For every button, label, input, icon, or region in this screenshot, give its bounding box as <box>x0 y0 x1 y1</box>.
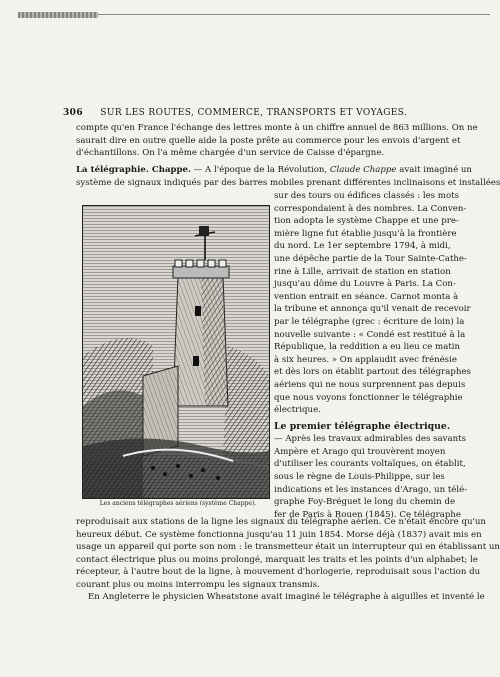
figure-caption: Les anciens télégraphes aériens (système Chappe). <box>99 500 257 507</box>
text-line: mière ligne fut établie jusqu'à la frontière <box>274 228 457 239</box>
running-head <box>63 108 443 118</box>
text-line: d'échantillons. On l'a même chargée d'un service de Caisse d'épargne. <box>76 148 385 158</box>
text-line: usage un appareil qui porte son nom : le transmetteur était un interrupteur qui en établissant un <box>76 542 500 552</box>
scan-top-rule <box>98 14 490 15</box>
bottom-paragraph <box>76 516 500 604</box>
intro-paragraph <box>76 122 478 160</box>
text-line: à six heures. » On applaudit avec frénésie <box>274 354 457 365</box>
text-line: par le télégraphe (grec : écriture de loin) la <box>274 316 465 327</box>
text-line: la tribune et annonça qu'il venait de recevoir <box>274 304 471 315</box>
text-line: sur des tours ou édifices classés : les mots <box>274 191 459 201</box>
text-line: En Angleterre le physicien Wheatstone avait imaginé le télégraphe à aiguilles et inventé le <box>88 592 485 602</box>
right-column <box>274 190 471 521</box>
text-line: indications et les instances d'Arago, un télé- <box>274 484 468 495</box>
text-line: récepteur, à l'autre bout de la ligne, à mouvement d'horlogerie, reproduisait sous l'action du <box>76 567 481 577</box>
section-heading: La télégraphie. Chappe. <box>76 165 191 175</box>
text-fragment: — A l'époque de la Révolution, <box>190 165 330 175</box>
text-line: sous le règne de Louis-Philippe, sur les <box>274 472 445 483</box>
text-line: reproduisait aux stations de la ligne les signaux du télégraphe aérien. Ce n'était encore qu'un <box>76 517 486 527</box>
scan-edge-strip <box>18 12 98 18</box>
text-line: et dès lors on établit partout des télégraphes <box>274 367 471 378</box>
text-line: heureux début. Ce système fonctionna jusqu'au 11 juin 1854. Morse déjà (1837) avait mis en <box>76 529 482 540</box>
person-name: Claude Chappe <box>329 165 397 175</box>
text-line: une dépêche partie de la Tour Sainte-Cathe- <box>274 253 467 264</box>
text-line: jusqu'au dôme du Louvre à Paris. La Con- <box>274 279 456 290</box>
tower-engraving-image <box>83 206 269 498</box>
text-line: vention entrait en séance. Carnot monta à <box>274 291 459 302</box>
text-line: rine à Lille, arrivait de station en station <box>274 266 451 277</box>
text-line: courant plus ou moins interrompu les signaux transmis. <box>76 579 320 590</box>
text-line: contact électrique plus ou moins prolongé, marquait les traits et les points d'un alphabet; le <box>76 554 478 565</box>
text-line: correspondaient à des nombres. La Conven- <box>274 203 467 214</box>
section-heading: Le premier télégraphe électrique. <box>274 420 451 432</box>
text-line: aériens qui ne nous surprennent pas depuis <box>274 379 466 390</box>
page-number: 306 <box>63 108 83 118</box>
text-line: graphe Foy-Bréguet le long du chemin de <box>274 497 456 508</box>
text-line: compte qu'en France l'échange des lettres monte à un chiffre annuel de 863 millions. On ne <box>76 123 478 133</box>
text-line: nouvelle suivante : « Condé est restitué à la <box>274 329 466 340</box>
engraving-figure <box>82 205 270 499</box>
running-title: SUR LES ROUTES, COMMERCE, TRANSPORTS ET VOYAGES. <box>100 108 408 118</box>
text-line: saurait dire en outre quelle aide la poste prête au commerce pour les envois d'argent et <box>76 135 461 146</box>
chappe-paragraph <box>76 164 500 189</box>
text-line: fer de Paris à Rouen (1845). Ce télégraphe <box>274 509 461 520</box>
text-line: que nous voyons fonctionner le télégraphie <box>274 392 463 403</box>
text-line <box>76 164 472 177</box>
text-line: système de signaux indiqués par des barres mobiles prenant différentes inclinaisons et installées <box>76 177 500 188</box>
text-line: — Après les travaux admirables des savants <box>274 434 466 445</box>
text-line: tion adopta le système Chappe et une pre- <box>274 216 459 227</box>
text-line: électrique. <box>274 405 321 416</box>
text-line: République, la reddition a eu lieu ce matin <box>274 342 461 353</box>
text-line: Ampère et Arago qui trouvèrent moyen <box>274 446 446 457</box>
text-line: du nord. Le 1er septembre 1794, à midi, <box>274 241 451 252</box>
text-line: d'utiliser les courants voltaïques, on établit, <box>274 459 466 470</box>
text-fragment: avait imaginé un <box>396 165 472 175</box>
